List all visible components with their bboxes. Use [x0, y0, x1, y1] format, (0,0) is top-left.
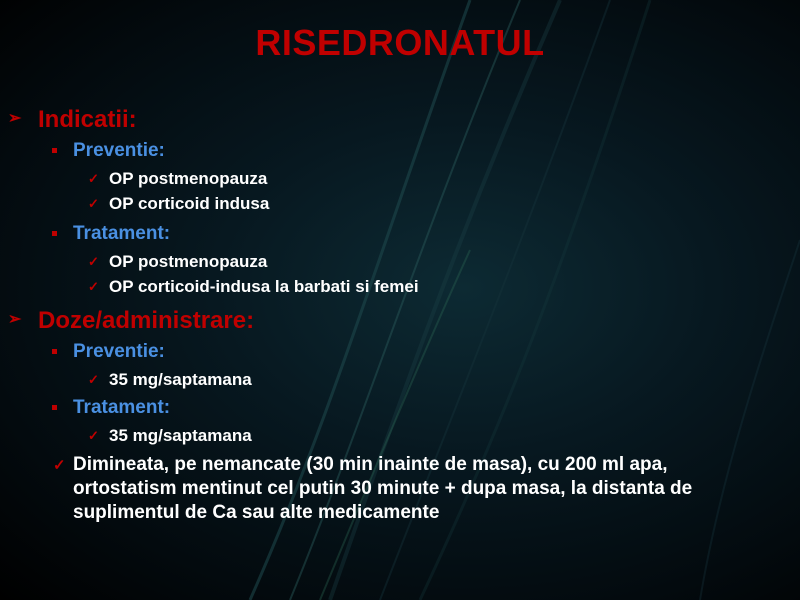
- group-label: Tratament:: [73, 223, 171, 244]
- list-item-text: OP corticoid indusa: [109, 194, 270, 213]
- note-text: Dimineata, pe nemancate (30 min inainte de masa), cu 200 ml apa, ortostatism mentinut cel putin 30 minute + dupa masa, la distanta de suplimentul de Ca sau alte medicamente: [73, 454, 693, 523]
- list-item-text: OP corticoid-indusa la barbati si femei: [109, 277, 419, 296]
- list-item-text: 35 mg/saptamana: [109, 426, 252, 445]
- group-label: Preventie:: [73, 341, 165, 362]
- square-bullet-icon: [52, 349, 57, 354]
- chevron-bullet-icon: ➢: [8, 110, 22, 127]
- chevron-bullet-icon: ➢: [8, 311, 22, 328]
- checkmark-bullet-icon: ✓: [88, 372, 99, 387]
- checkmark-bullet-icon: ✓: [88, 196, 99, 211]
- list-item-text: OP postmenopauza: [109, 252, 268, 271]
- list-item-text: 35 mg/saptamana: [109, 370, 252, 389]
- square-bullet-icon: [52, 148, 57, 153]
- checkmark-bullet-icon: ✓: [88, 428, 99, 443]
- section-heading: Doze/administrare:: [38, 307, 255, 334]
- list-item-text: OP postmenopauza: [109, 169, 268, 188]
- group-label: Tratament:: [73, 397, 171, 418]
- checkmark-bullet-icon: ✓: [88, 279, 99, 294]
- section-heading: Indicatii:: [38, 106, 137, 133]
- checkmark-bullet-icon: ✓: [53, 457, 66, 474]
- slide-title: RISEDRONATUL: [255, 22, 545, 63]
- checkmark-bullet-icon: ✓: [88, 171, 99, 186]
- square-bullet-icon: [52, 231, 57, 236]
- group-label: Preventie:: [73, 140, 165, 161]
- checkmark-bullet-icon: ✓: [88, 254, 99, 269]
- square-bullet-icon: [52, 405, 57, 410]
